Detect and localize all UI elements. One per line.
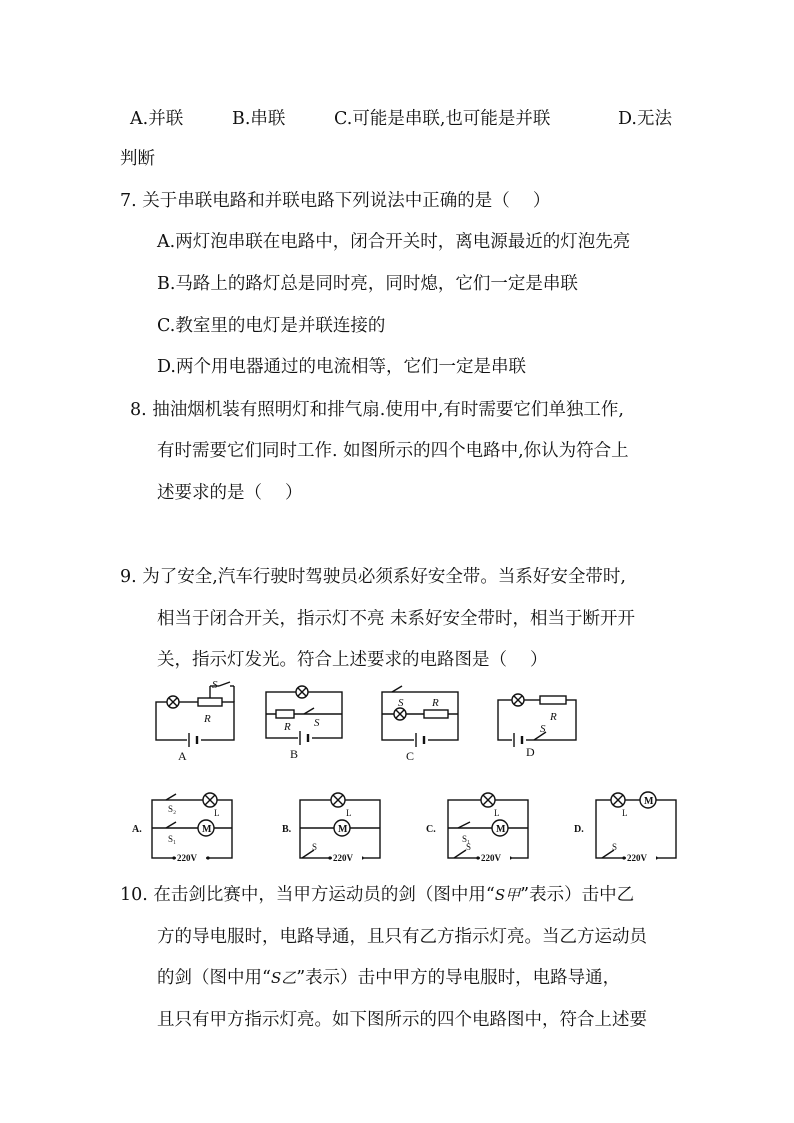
- q7-option-b: B.马路上的路灯总是同时亮，同时熄，它们一定是串联: [157, 274, 578, 294]
- q8-c-switch: S: [466, 842, 472, 852]
- q8-a-s2: S₂: [168, 804, 177, 814]
- q8-circuit-c: [426, 793, 528, 863]
- q7-option-a: A.两灯泡串联在电路中，闭合开关时，离电源最近的灯泡先亮: [157, 232, 631, 252]
- q10-line-1-post: ”表示）击中乙: [520, 885, 635, 905]
- q9-circuit-a: [156, 679, 234, 763]
- q9-label-b: B: [290, 747, 299, 761]
- q8-b-voltage: 220V: [333, 853, 353, 863]
- q8-b-lamp-label: L: [346, 808, 352, 818]
- q10-line-3: [157, 967, 620, 989]
- q10-s-jia: S甲: [494, 886, 521, 904]
- q8-a-motor-label: M: [202, 824, 212, 835]
- q8-a-s1: S₁: [168, 834, 177, 844]
- q9-circuit-b: [266, 686, 342, 761]
- q8-circuit-figures: [0, 790, 794, 870]
- q8-b-motor-label: M: [338, 824, 348, 835]
- q8-line-2: 有时需要它们同时工作. 如图所示的四个电路中,你认为符合上: [157, 441, 629, 461]
- q8-c-s1: S₁: [462, 834, 471, 844]
- q9-line-1: 9. 为了安全,汽车行驶时驾驶员必须系好安全带。当系好安全带时,: [120, 567, 626, 587]
- q9-a-switch-label: S: [212, 679, 218, 691]
- q8-circuit-b: [282, 793, 380, 863]
- q9-line-2: 相当于闭合开关，指示灯不亮 未系好安全带时，相当于断开开: [157, 609, 636, 629]
- q9-circuit-c: [382, 686, 458, 763]
- q8-d-switch: S: [612, 842, 618, 852]
- q9-label-a: A: [178, 749, 187, 763]
- q8-label-d: D.: [574, 824, 584, 835]
- q7-stem: 7. 关于串联电路和并联电路下列说法中正确的是（ ）: [120, 191, 551, 211]
- q8-circuit-a: [132, 793, 232, 863]
- q8-a-lamp-label: L: [214, 808, 220, 818]
- q9-b-resistor-label: R: [284, 721, 291, 733]
- q8-a-voltage: 220V: [177, 853, 197, 863]
- q9-d-switch-label: S: [540, 723, 546, 735]
- q8-b-switch: S: [312, 842, 318, 852]
- q6-option-b: B.串联: [232, 109, 286, 129]
- q9-c-switch-label: S: [398, 697, 404, 709]
- q10-line-1-pre: 10. 在击剑比赛中，当甲方运动员的剑（图中用“: [120, 885, 495, 905]
- q7-option-c: C.教室里的电灯是并联连接的: [157, 316, 386, 336]
- q9-line-3: 关，指示灯发光。符合上述要求的电路图是（ ）: [157, 650, 548, 670]
- q7-option-d: D.两个用电器通过的电流相等，它们一定是串联: [157, 357, 526, 377]
- q8-c-voltage: 220V: [481, 853, 501, 863]
- q6-option-c: C.可能是串联,也可能是并联: [334, 109, 551, 129]
- q10-line-1: [120, 884, 634, 906]
- q10-line-4: 且只有甲方指示灯亮。如下图所示的四个电路图中，符合上述要: [157, 1010, 647, 1030]
- q9-c-resistor-label: R: [432, 697, 439, 709]
- q8-label-a: A.: [132, 824, 142, 835]
- q6-option-d-continued: 判断: [120, 149, 155, 169]
- q8-label-c: C.: [426, 824, 436, 835]
- q8-line-3: 述要求的是（ ）: [157, 483, 303, 503]
- q8-c-motor-label: M: [496, 824, 506, 835]
- q8-d-voltage: 220V: [627, 853, 647, 863]
- q9-d-resistor-label: R: [550, 711, 557, 723]
- q10-s-yi: S乙: [270, 969, 297, 987]
- q8-circuit-d: [574, 792, 676, 863]
- q10-line-2: 方的导电服时，电路导通，且只有乙方指示灯亮。当乙方运动员: [157, 927, 647, 947]
- q8-line-1: 8. 抽油烟机装有照明灯和排气扇.使用中,有时需要它们单独工作,: [130, 400, 624, 420]
- q8-d-motor-label: M: [644, 796, 654, 807]
- q10-line-3-post: ”表示）击中甲方的导电服时，电路导通，: [296, 968, 621, 988]
- q8-c-lamp-label: L: [494, 808, 500, 818]
- q8-d-lamp-label: L: [622, 808, 628, 818]
- q9-b-switch-label: S: [314, 717, 320, 729]
- q9-circuit-d: [498, 694, 576, 759]
- q8-label-b: B.: [282, 824, 292, 835]
- q10-line-3-pre: 的剑（图中用“: [157, 968, 271, 988]
- q9-a-resistor-label: R: [204, 713, 211, 725]
- q6-option-d: D.无法: [618, 109, 672, 129]
- q9-label-d: D: [526, 745, 535, 759]
- q9-label-c: C: [406, 749, 415, 763]
- q6-option-a: A.并联: [130, 109, 184, 129]
- q9-circuit-figures: [0, 680, 794, 770]
